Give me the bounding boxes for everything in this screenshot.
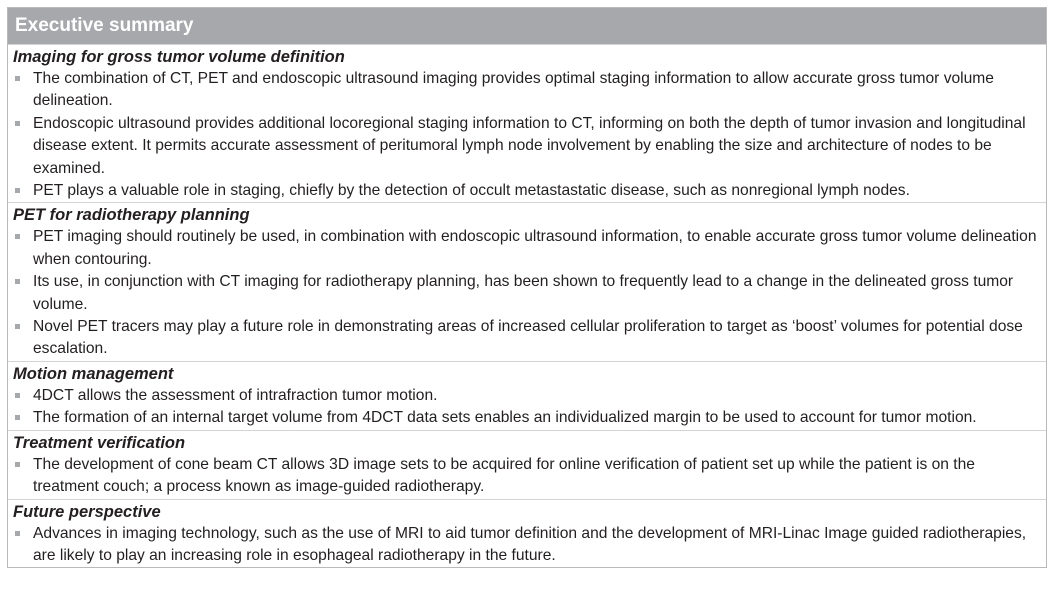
bullet-text: Novel PET tracers may play a future role in demonstrating areas of increased cellular proliferation to target as ‘boost’ volumes for potential dose escalation. [33, 318, 1023, 358]
square-bullet-icon [15, 324, 20, 329]
bullet-item [8, 407, 1046, 429]
square-bullet-icon [15, 121, 20, 126]
bullet-text: The combination of CT, PET and endoscopic ultrasound imaging provides optimal staging information to allow accurate gross tumor volume delineation. [33, 70, 994, 110]
bullet-text: Advances in imaging technology, such as the use of MRI to aid tumor definition and the development of MRI-Linac Image guided radiotherapies, are likely to play an increasing role in esophageal radiotherapy in the future. [33, 524, 1027, 564]
square-bullet-icon [15, 462, 20, 467]
section-heading: PET for radiotherapy planning [13, 206, 250, 225]
bullet-item [8, 271, 1046, 316]
square-bullet-icon [15, 531, 20, 536]
bullet-text: Endoscopic ultrasound provides additional locoregional staging information to CT, informing on both the depth of tumor invasion and longitudinal disease extent. It permits accurate assessment of peritumoral lymph node involvement by enabling the size and architecture of nodes to be examined. [33, 114, 1026, 177]
bullet-item [8, 68, 1046, 113]
section-heading: Motion management [13, 364, 174, 383]
bullet-list [8, 68, 1046, 202]
section-heading: Treatment verification [13, 433, 186, 452]
bullet-item [8, 523, 1046, 568]
section [8, 202, 1046, 360]
bullet-item [8, 385, 1046, 407]
section [8, 430, 1046, 499]
bullet-list [8, 454, 1046, 499]
box-title: Executive summary [8, 8, 1046, 44]
bullet-list [8, 226, 1046, 360]
square-bullet-icon [15, 188, 20, 193]
square-bullet-icon [15, 393, 20, 398]
bullet-text: PET plays a valuable role in staging, chiefly by the detection of occult metastastatic disease, such as nonregional lymph nodes. [33, 182, 910, 200]
bullet-list [8, 385, 1046, 430]
square-bullet-icon [15, 234, 20, 239]
bullet-list [8, 523, 1046, 568]
bullet-item [8, 113, 1046, 180]
bullet-item [8, 316, 1046, 361]
square-bullet-icon [15, 279, 20, 284]
section [8, 44, 1046, 202]
square-bullet-icon [15, 76, 20, 81]
bullet-item [8, 226, 1046, 271]
executive-summary-box [7, 7, 1047, 568]
bullet-text: The formation of an internal target volume from 4DCT data sets enables an individualized margin to be used to account for tumor motion. [33, 409, 977, 427]
section-heading: Imaging for gross tumor volume definition [13, 48, 345, 66]
bullet-item [8, 454, 1046, 499]
bullet-text: The development of cone beam CT allows 3D image sets to be acquired for online verification of patient set up while the patient is on the treatment couch; a process known as image-guided radiotherapy. [33, 455, 975, 496]
bullet-item [8, 180, 1046, 202]
bullet-text: PET imaging should routinely be used, in combination with endoscopic ultrasound information, to enable accurate gross tumor volume delineation when contouring. [33, 228, 1037, 268]
section-heading: Future perspective [13, 502, 161, 521]
bullet-text: Its use, in conjunction with CT imaging for radiotherapy planning, has been shown to frequently lead to a change in the delineated gross tumor volume. [33, 273, 1014, 313]
section [8, 499, 1046, 568]
bullet-text: 4DCT allows the assessment of intrafraction tumor motion. [33, 386, 438, 404]
section [8, 361, 1046, 430]
square-bullet-icon [15, 415, 20, 420]
